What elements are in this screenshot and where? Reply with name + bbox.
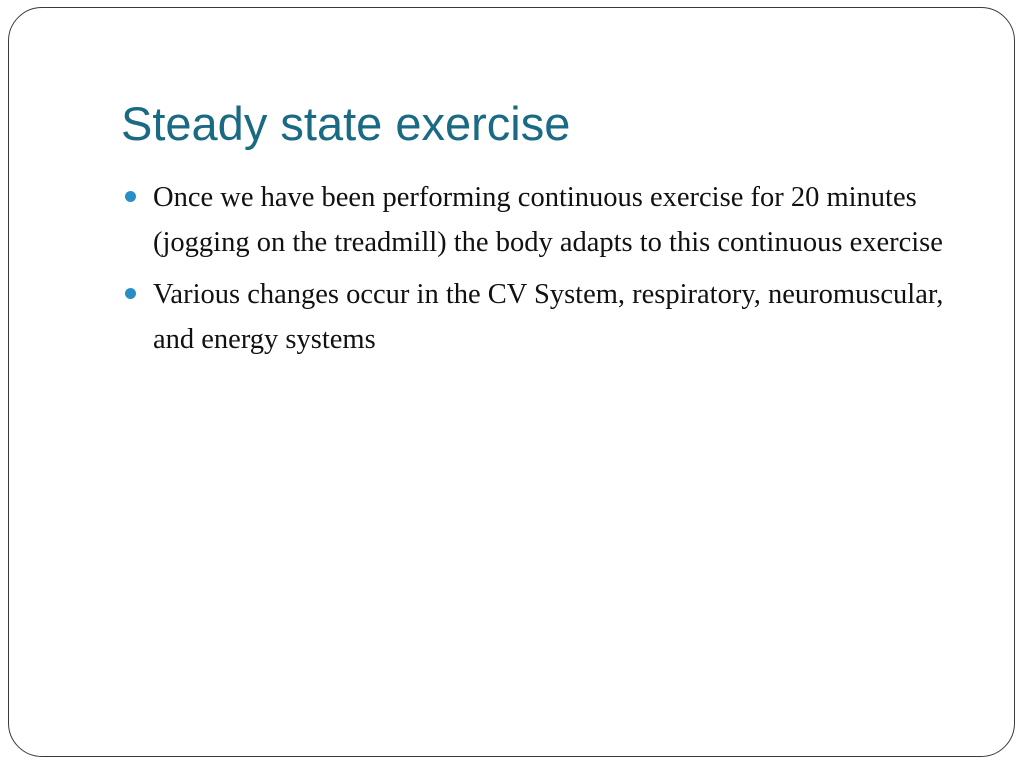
bullet-dot-icon — [125, 191, 136, 202]
slide-title: Steady state exercise — [121, 97, 571, 150]
bullet-text: Once we have been performing continuous exercise for 20 minutes (jogging on the treadmill) the body adapts to this continuous exercise — [153, 182, 943, 258]
bullet-item — [125, 273, 945, 362]
bullet-dot-icon — [125, 288, 136, 299]
bullet-item — [125, 176, 945, 265]
bullet-list — [125, 176, 945, 370]
bullet-text: Various changes occur in the CV System, respiratory, neuromuscular, and energy systems — [153, 279, 944, 355]
slide-frame — [8, 7, 1015, 757]
